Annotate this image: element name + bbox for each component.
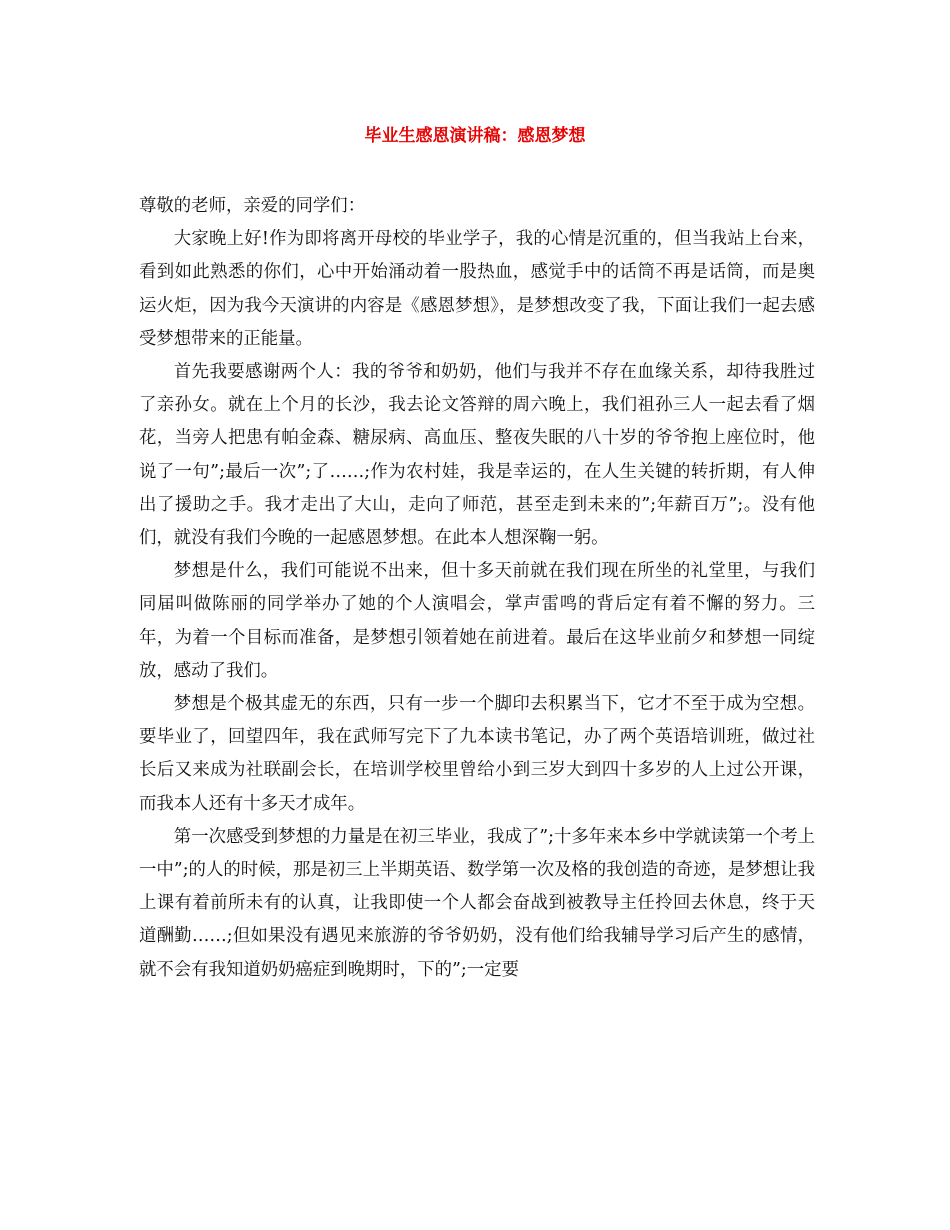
paragraph-3: 梦想是什么，我们可能说不出来，但十多天前就在我们现在所坐的礼堂里，与我们同届叫做陈丽的同学举办了她的个人演唱会，掌声雷鸣的背后定有着不懈的努力。三年，为着一个目标而准备，是梦想引领着她在前进着。最后在这毕业前夕和梦想一同绽放，感动了我们。 [139,561,815,681]
paragraph-5: 第一次感受到梦想的力量是在初三毕业，我成了”;十多年来本乡中学就读第一个考上一中”;的人的时候，那是初三上半期英语、数学第一次及格的我创造的奇迹，是梦想让我上课有着前所未有的认真，让我即使一个人都会奋战到被教导主任拎回去休息，终于天道酬勤……;但如果没有遇见来旅游的爷爷奶奶，没有他们给我辅导学习后产生的感情，就不会有我知道奶奶癌症到晚期时，下的”;一定要 [139,826,815,980]
paragraph-4: 梦想是个极其虚无的东西，只有一步一个脚印去积累当下，它才不至于成为空想。要毕业了，回望四年，我在武师写完下了九本读书笔记，办了两个英语培训班，做过社长后又来成为社联副会长，在培训学校里曾给小到三岁大到四十多岁的人上过公开课，而我本人还有十多天才成年。 [139,694,815,814]
document-title: 毕业生感恩演讲稿：感恩梦想 [364,126,586,146]
paragraph-1: 大家晚上好!作为即将离开母校的毕业学子，我的心情是沉重的，但当我站上台来，看到如此熟悉的你们，心中开始涌动着一股热血，感觉手中的话筒不再是话筒，而是奥运火炬，因为我今天演讲的内容是《感恩梦想》，是梦想改变了我，下面让我们一起去感受梦想带来的正能量。 [139,229,815,349]
paragraph-2: 首先我要感谢两个人：我的爷爷和奶奶，他们与我并不存在血缘关系，却待我胜过了亲孙女。就在上个月的长沙，我去论文答辩的周六晚上，我们祖孙三人一起去看了烟花，当旁人把患有帕金森、糖尿病、高血压、整夜失眠的八十岁的爷爷抱上座位时，他说了一句”;最后一次”;了……;作为农村娃，我是幸运的，在人生关键的转折期，有人伸出了援助之手。我才走出了大山，走向了师范，甚至走到未来的”;年薪百万”;。没有他们，就没有我们今晚的一起感恩梦想。在此本人想深鞠一躬。 [139,362,815,549]
salutation: 尊敬的老师，亲爱的同学们： [139,196,366,216]
document-body [139,190,815,987]
